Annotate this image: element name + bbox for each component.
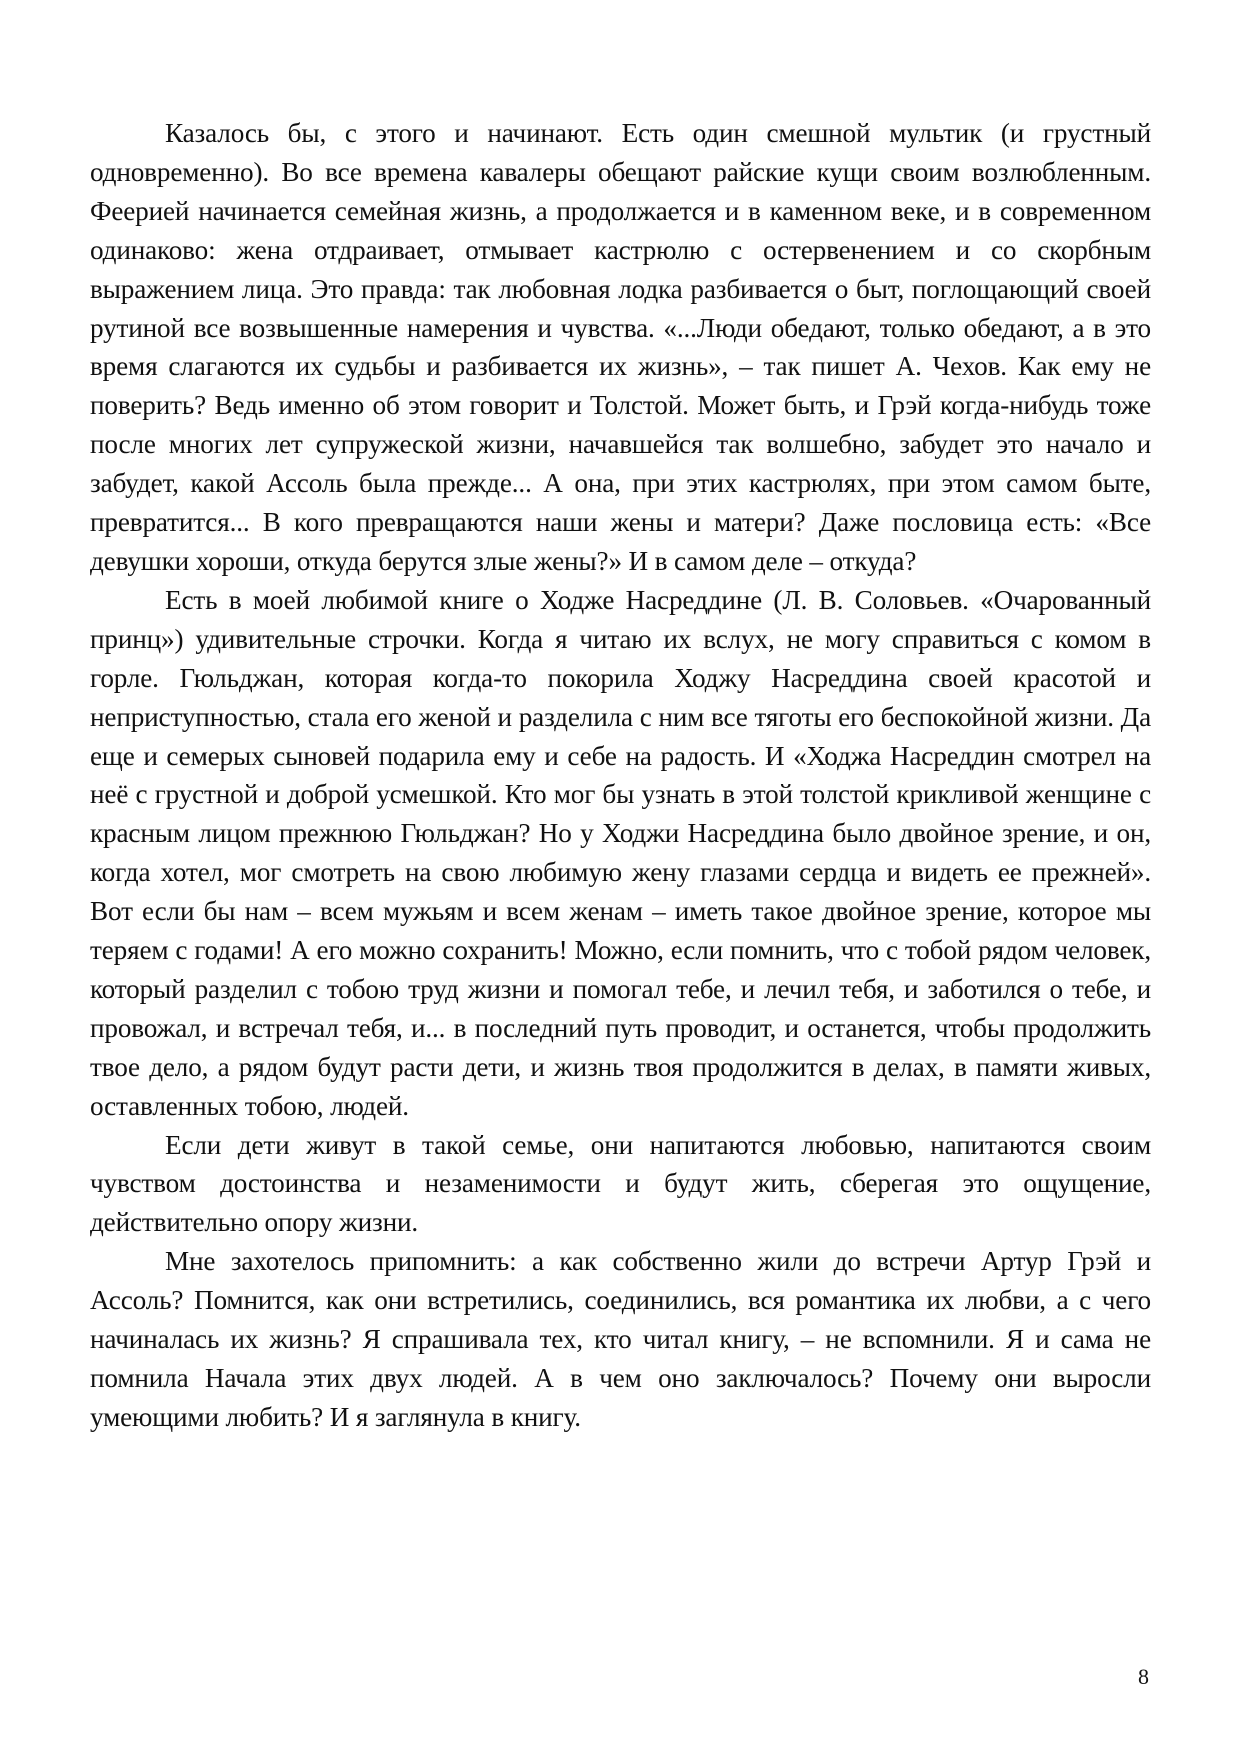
paragraph-3: Если дети живут в такой семье, они напитаются любовью, напитаются своим чувством достоинства и незаменимости и будут жить, сберегая это ощущение, действительно опору жизни. [90,1129,1151,1238]
paragraph-4: Мне захотелось припомнить: а как собственно жили до встречи Артур Грэй и Ассоль? Помнится, как они встретились, соединились, вся романтика их любви, а с чего начиналась их жизнь? Я спрашивала тех, кто читал книгу, – не вспомнили. Я и сама не помнила Начала этих двух людей. А в чем оно заключалось? Почему они выросли умеющими любить? И я заглянула в книгу. [90,1246,1151,1432]
paragraph-2: Есть в моей любимой книге о Ходже Насреддине (Л. В. Соловьев. «Очарованный принц») удивительные строчки. Когда я читаю их вслух, не могу справиться с комом в горле. Гюльджан, которая когда-то покорила Ходжу Насреддина своей красотой и неприступностью, стала его женой и разделила с ним все тяготы его беспокойной жизни. Да еще и семерых сыновей подарила ему и себе на радость. И «Ходжа Насреддин смотрел на неё с грустной и доброй усмешкой. Кто мог бы узнать в этой толстой крикливой женщине с красным лицом прежнюю Гюльджан? Но у Ходжи Насреддина было двойное зрение, и он, когда хотел, мог смотреть на свою любимую жену глазами сердца и видеть ее прежней». Вот если бы нам – всем мужьям и всем женам – иметь такое двойное зрение, которое мы теряем с годами! А его можно сохранить! Можно, если помнить, что с тобой рядом человек, который разделил с тобою труд жизни и помогал тебе, и лечил тебя, и заботился о тебе, и провожал, и встречал тебя, и... в последний путь проводит, и останется, чтобы продолжить твое дело, а рядом будут расти дети, и жизнь твоя продолжится в делах, в памяти живых, оставленных тобою, людей. [90,584,1151,1121]
page-number: 8 [1138,1664,1149,1689]
body-text [90,114,1151,1437]
paragraph-1: Казалось бы, с этого и начинают. Есть один смешной мультик (и грустный одновременно). Во все времена кавалеры обещают райские кущи своим возлюбленным. Феерией начинается семейная жизнь, а продолжается и в каменном веке, и в современном одинаково: жена отдраивает, отмывает кастрюлю с остервенением и со скорбным выражением лица. Это правда: так любовная лодка разбивается о быт, поглощающий своей рутиной все возвышенные намерения и чувства. «...Люди обедают, только обедают, а в это время слагаются их судьбы и разбивается их жизнь», – так пишет А. Чехов. Как ему не поверить? Ведь именно об этом говорит и Толстой. Может быть, и Грэй когда-нибудь тоже после многих лет супружеской жизни, начавшейся так волшебно, забудет это начало и забудет, какой Ассоль была прежде... А она, при этих кастрюлях, при этом самом быте, превратится... В кого превращаются наши жены и матери? Даже пословица есть: «Все девушки хороши, откуда берутся злые жены?» И в самом деле – откуда? [90,118,1151,576]
